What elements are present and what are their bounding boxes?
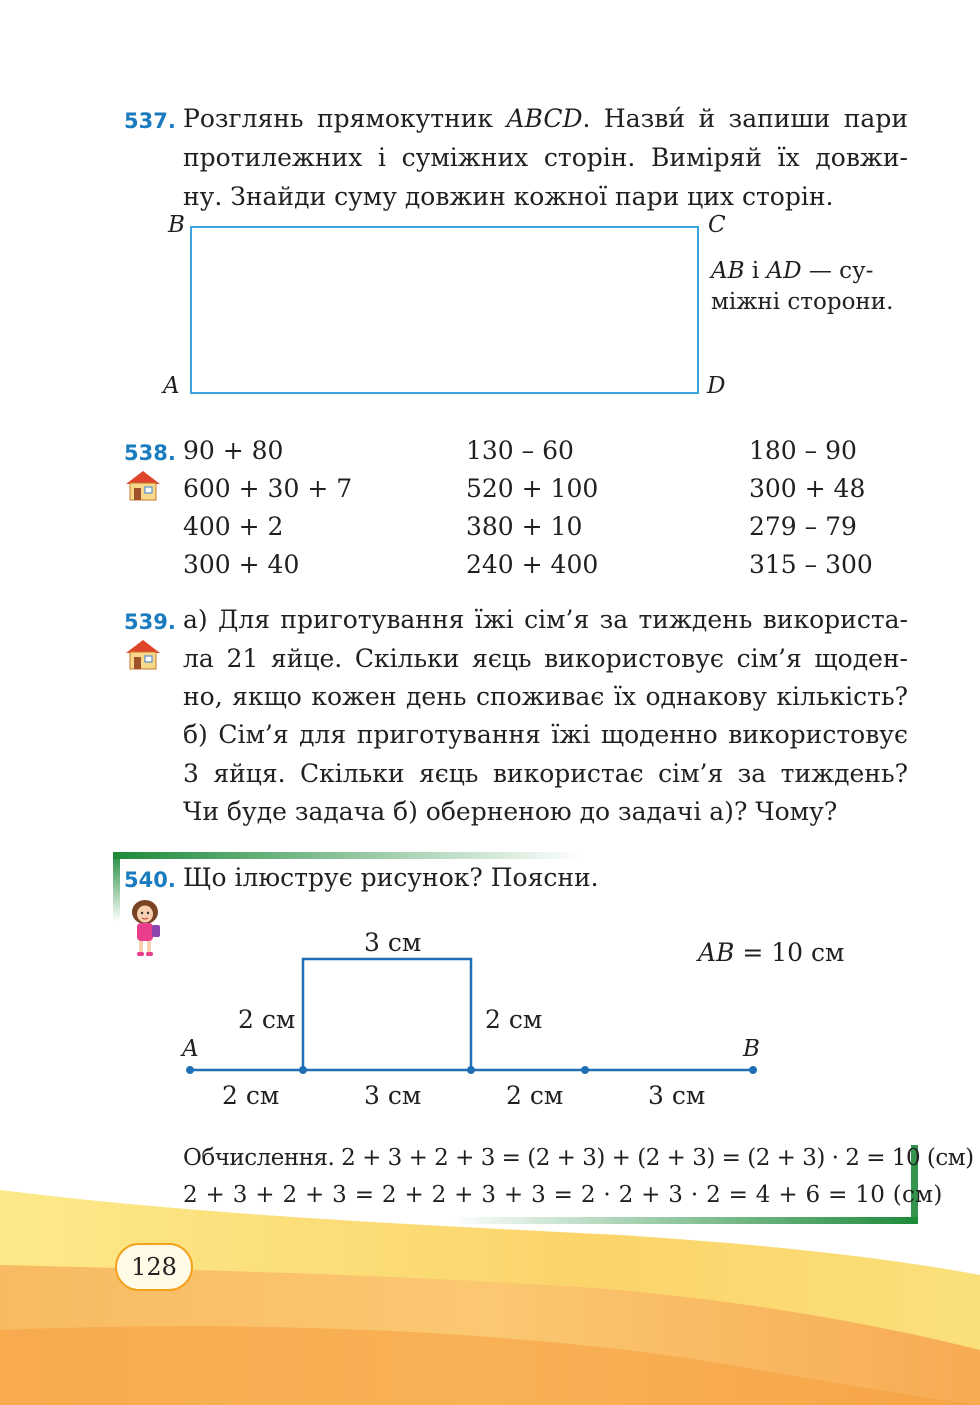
vertex-c-label: C bbox=[708, 212, 726, 238]
expression: 300 + 48 bbox=[749, 474, 866, 503]
exercise-539-line-1: а) Для приготування їжі сім’я за тиждень використа- bbox=[183, 605, 908, 634]
bottom-label-4: 3 см bbox=[648, 1081, 706, 1110]
expression: 520 + 100 bbox=[466, 474, 599, 503]
square-bump bbox=[303, 959, 471, 1070]
exercise-number-539: 539. bbox=[124, 610, 176, 634]
exercise-539-line-6: Чи буде задача б) оберненою до задачі а)? Чому? bbox=[183, 797, 838, 826]
exercise-537-line-3: ну. Знайди суму довжин кожної пари цих сторін. bbox=[183, 182, 834, 211]
expression: 380 + 10 bbox=[466, 512, 583, 541]
exercise-539-line-5: 3 яйця. Скільки яєць використає сім’я за тиждень? bbox=[183, 759, 908, 788]
point-a-dot bbox=[186, 1066, 194, 1074]
exercise-537-line-1-end: . Назви́ й запиши пари bbox=[582, 104, 909, 133]
segment-ab: AB bbox=[698, 938, 735, 967]
calculation-line-2: 2 + 3 + 2 + 3 = 2 + 2 + 3 + 3 = 2 · 2 + 3 · 2 = 4 + 6 = 10 (см) bbox=[183, 1182, 943, 1208]
bottom-label-3: 2 см bbox=[506, 1081, 564, 1110]
expression: 279 – 79 bbox=[749, 512, 857, 541]
note-conjunction: і bbox=[744, 258, 767, 284]
vertex-d-label: D bbox=[707, 373, 726, 399]
point-dot bbox=[581, 1066, 589, 1074]
vertex-b-label: B bbox=[168, 212, 185, 238]
note-text-1: — су- bbox=[801, 258, 874, 284]
rectangle-name: ABCD bbox=[506, 104, 583, 133]
point-dot bbox=[299, 1066, 307, 1074]
exercise-number-537: 537. bbox=[124, 109, 176, 133]
exercise-540-question: Що ілюструє рисунок? Поясни. bbox=[183, 863, 599, 892]
point-b-dot bbox=[749, 1066, 757, 1074]
right-side-label: 2 см bbox=[485, 1005, 543, 1034]
expression: 300 + 40 bbox=[183, 550, 300, 579]
expression: 315 – 300 bbox=[749, 550, 873, 579]
point-b-label: B bbox=[743, 1036, 760, 1062]
expression: 600 + 30 + 7 bbox=[183, 474, 353, 503]
top-side-label: 3 см bbox=[364, 928, 422, 957]
bottom-label-1: 2 см bbox=[222, 1081, 280, 1110]
exercise-537-line-1-start: Розглянь прямокутник bbox=[183, 104, 494, 133]
exercise-number-538: 538. bbox=[124, 441, 176, 465]
page-number: 128 bbox=[115, 1243, 193, 1291]
ab-length: = 10 см bbox=[734, 938, 845, 967]
left-side-label: 2 см bbox=[238, 1005, 296, 1034]
vertex-a-label: A bbox=[163, 373, 180, 399]
side-ad: AD bbox=[766, 258, 802, 284]
exercise-number-540: 540. bbox=[124, 868, 176, 892]
exercise-539-line-3: но, якщо кожен день споживає їх однакову кількість? bbox=[183, 682, 908, 711]
exercise-537-line-2: протилежних і суміжних сторін. Виміряй їх довжи- bbox=[183, 143, 908, 172]
expression: 400 + 2 bbox=[183, 512, 284, 541]
expression: 90 + 80 bbox=[183, 436, 284, 465]
expression: 180 – 90 bbox=[749, 436, 857, 465]
exercise-539-line-4: б) Сім’я для приготування їжі щоденно використовує bbox=[183, 720, 908, 749]
expression: 240 + 400 bbox=[466, 550, 599, 579]
exercise-539-line-2: ла 21 яйце. Скільки яєць використовує сім’я щоден- bbox=[183, 644, 908, 673]
point-a-label: A bbox=[182, 1036, 199, 1062]
expression: 130 – 60 bbox=[466, 436, 574, 465]
calculation-line-1: Обчислення. 2 + 3 + 2 + 3 = (2 + 3) + (2 + 3) = (2 + 3) · 2 = 10 (см) bbox=[183, 1145, 974, 1171]
note-text-2: міжні сторони. bbox=[711, 289, 894, 315]
bottom-label-2: 3 см bbox=[364, 1081, 422, 1110]
point-dot bbox=[467, 1066, 475, 1074]
side-ab: AB bbox=[711, 258, 745, 284]
